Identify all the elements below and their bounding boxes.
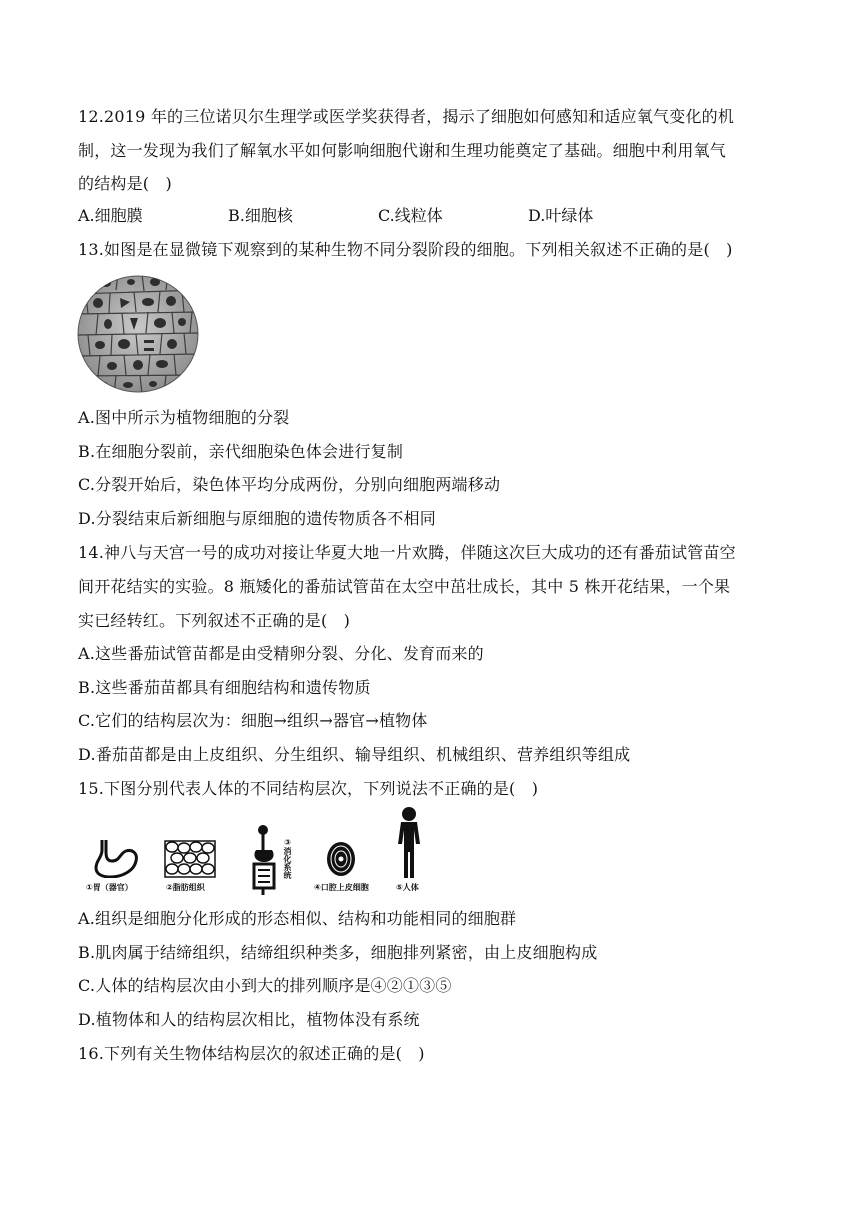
human-body-icon <box>394 806 424 880</box>
q14-option-a: A.这些番茄试管苗都是由受精卵分裂、分化、发育而来的 <box>78 644 484 663</box>
q14-stem-line-2: 间开花结实的实验。8 瓶矮化的番茄试管苗在太空中茁壮成长，其中 5 株开花结果，一个果 <box>78 577 731 596</box>
q13-option-b: B.在细胞分裂前，亲代细胞染色体会进行复制 <box>78 442 404 461</box>
q12-stem-line-2: 制，这一发现为我们了解氧水平如何影响细胞代谢和生理功能奠定了基础。细胞中利用氧气 <box>78 141 727 160</box>
q12-option-c: C.线粒体 <box>378 206 443 225</box>
human-structure-levels-figure <box>86 806 426 896</box>
figure-label-digestive-system: ③消化系统 <box>283 838 292 879</box>
q15-stem: 15.下图分别代表人体的不同结构层次，下列说法不正确的是( ) <box>78 779 539 798</box>
q12-option-d: D.叶绿体 <box>528 206 594 225</box>
figure-label-stomach: ①胃（器官） <box>86 883 133 892</box>
q15-option-a: A.组织是细胞分化形成的形态相似、结构和功能相同的细胞群 <box>78 909 517 928</box>
stomach-icon <box>92 838 140 878</box>
q14-stem-line-1: 14.神八与天宫一号的成功对接让华夏大地一片欢腾，伴随这次巨大成功的还有番茄试管苗空 <box>78 543 736 562</box>
fat-tissue-icon <box>164 840 216 878</box>
q12-option-b: B.细胞核 <box>228 206 293 225</box>
q14-option-b: B.这些番茄苗都具有细胞结构和遗传物质 <box>78 678 371 697</box>
microscope-cell-image <box>76 274 200 394</box>
figure-label-epithelial-cell: ④口腔上皮细胞 <box>314 883 369 892</box>
q14-option-d: D.番茄苗都是由上皮组织、分生组织、输导组织、机械组织、营养组织等组成 <box>78 745 631 764</box>
q15-option-b: B.肌肉属于结缔组织，结缔组织种类多，细胞排列紧密，由上皮细胞构成 <box>78 943 598 962</box>
figure-label-fat-tissue: ②脂肪组织 <box>166 883 205 892</box>
digestive-system-icon <box>248 824 282 896</box>
q12-option-a: A.细胞膜 <box>78 206 143 225</box>
q13-option-a: A.图中所示为植物细胞的分裂 <box>78 408 290 427</box>
q13-stem: 13.如图是在显微镜下观察到的某种生物不同分裂阶段的细胞。下列相关叙述不正确的是( ) <box>78 240 733 259</box>
q12-stem-line-3: 的结构是( ) <box>78 174 172 193</box>
epithelial-cell-icon <box>322 840 360 878</box>
q13-option-d: D.分裂结束后新细胞与原细胞的遗传物质各不相同 <box>78 509 436 528</box>
q15-option-d: D.植物体和人的结构层次相比，植物体没有系统 <box>78 1010 420 1029</box>
q15-option-c: C.人体的结构层次由小到大的排列顺序是④②①③⑤ <box>78 976 452 995</box>
q14-stem-line-3: 实已经转红。下列叙述不正确的是( ) <box>78 611 351 630</box>
q12-stem-line-1: 12.2019 年的三位诺贝尔生理学或医学奖获得者，揭示了细胞如何感知和适应氧气变化的机 <box>78 107 735 126</box>
q13-option-c: C.分裂开始后，染色体平均分成两份，分别向细胞两端移动 <box>78 475 501 494</box>
figure-label-human-body: ⑤人体 <box>396 883 419 892</box>
q14-option-c: C.它们的结构层次为：细胞→组织→器官→植物体 <box>78 711 428 730</box>
q12-options <box>78 205 778 227</box>
q16-stem: 16.下列有关生物体结构层次的叙述正确的是( ) <box>78 1044 425 1063</box>
